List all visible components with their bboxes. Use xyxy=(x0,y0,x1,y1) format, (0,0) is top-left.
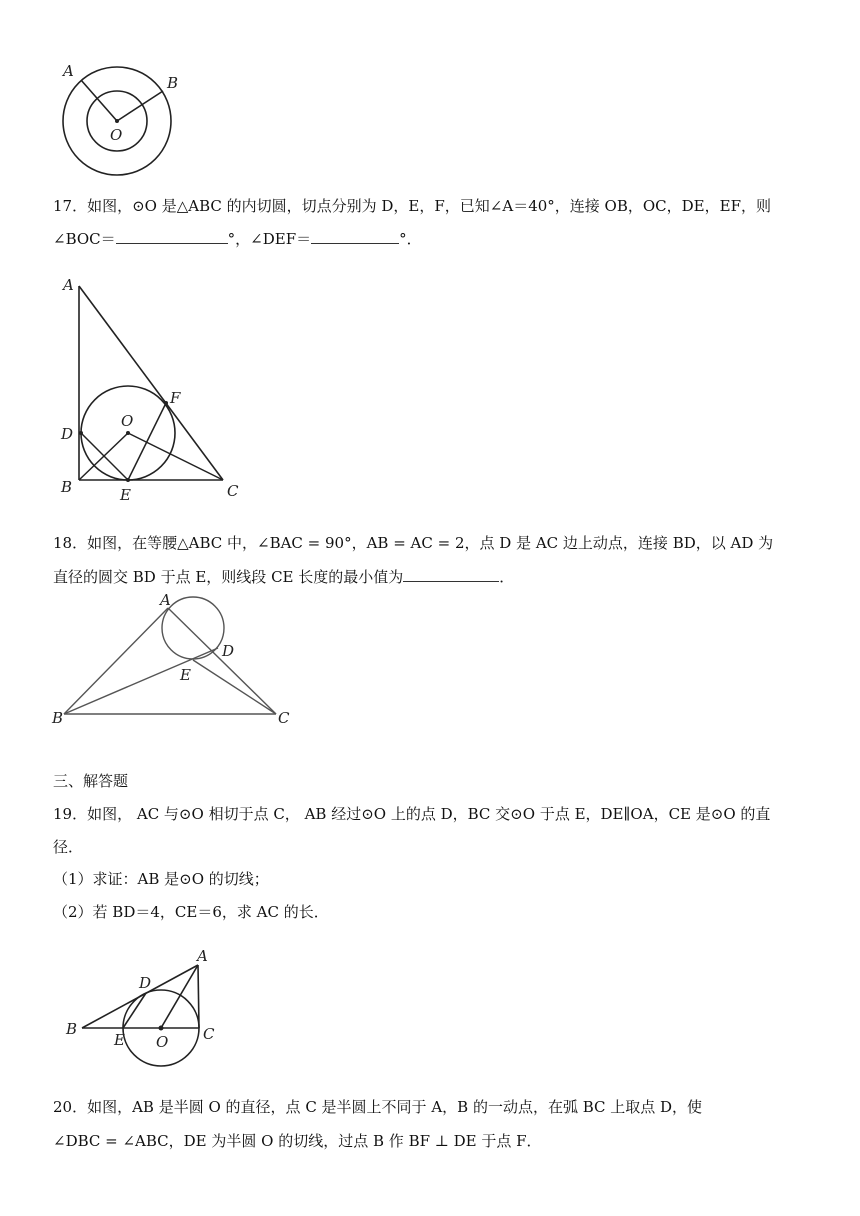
label-O: O xyxy=(110,126,123,144)
label-D: D xyxy=(139,974,152,992)
label-C: C xyxy=(278,709,290,727)
center-point-O xyxy=(115,119,119,123)
q18-end: ． xyxy=(499,568,515,586)
q17-line1: 17．如图，⊙O 是△ABC 的内切圆，切点分别为 D，E，F，已知∠A＝40°，连接 OB，OC，DE，EF，则 xyxy=(53,197,771,215)
label-B: B xyxy=(66,1020,78,1038)
circle-diameter-AD xyxy=(162,597,224,659)
point-E xyxy=(126,478,130,482)
point-D xyxy=(79,431,83,435)
label-E: E xyxy=(120,486,131,504)
segment-CE xyxy=(193,660,276,714)
q17-angle-boc: ∠BOC＝ xyxy=(53,230,116,248)
answer-blank-boc[interactable] xyxy=(116,229,228,244)
point-O xyxy=(126,431,130,435)
label-E: E xyxy=(180,666,191,684)
label-B: B xyxy=(52,709,64,727)
label-D: D xyxy=(61,425,74,443)
label-B: B xyxy=(167,74,179,92)
side-AB xyxy=(64,608,168,714)
q19-line1: 19．如图， AC 与⊙O 相切于点 C， AB 经过⊙O 上的点 D，BC 交⊙O 于点 E，DE∥OA，CE 是⊙O 的直 xyxy=(53,805,771,823)
side-AC xyxy=(79,286,223,480)
segment-OB xyxy=(117,91,163,121)
segment-EF xyxy=(128,403,166,480)
segment-BD xyxy=(64,648,218,714)
label-D: D xyxy=(222,642,235,660)
label-A: A xyxy=(63,276,74,294)
figure-incircle-triangle xyxy=(55,270,255,505)
q20-line1: 20．如图，AB 是半圆 O 的直径，点 C 是半圆上不同于 A，B 的一动点，在弧 BC 上取点 D，使 xyxy=(53,1098,703,1116)
q19-line2: 径． xyxy=(53,838,84,856)
label-B: B xyxy=(61,478,73,496)
answer-blank-def[interactable] xyxy=(311,229,399,244)
segment-OC xyxy=(128,433,223,480)
q18-line1: 18．如图，在等腰△ABC 中，∠BAC = 90°，AB = AC = 2，点 D 是 AC 边上动点，连接 BD，以 AD 为 xyxy=(53,534,774,552)
label-A: A xyxy=(63,62,74,80)
answer-blank-ce[interactable] xyxy=(403,567,499,582)
label-E: E xyxy=(114,1031,125,1049)
q18-line2 xyxy=(53,566,514,588)
point-F xyxy=(164,401,168,405)
q17-angle-def: °，∠DEF＝ xyxy=(227,230,312,248)
side-AC xyxy=(168,608,276,714)
segment-OA xyxy=(81,80,117,121)
figure-concentric-circles xyxy=(55,60,185,180)
section-title: 三、解答题 xyxy=(53,772,129,790)
label-A: A xyxy=(197,947,208,965)
segment-AC xyxy=(198,965,199,1028)
q18-question: 直径的圆交 BD 于点 E，则线段 CE 长度的最小值为 xyxy=(53,568,404,586)
q17-end: °． xyxy=(399,230,422,248)
label-C: C xyxy=(203,1025,215,1043)
q20-line2: ∠DBC = ∠ABC，DE 为半圆 O 的切线，过点 B 作 BF ⊥ DE 于点 F． xyxy=(53,1132,542,1150)
point-O xyxy=(159,1026,164,1031)
label-O: O xyxy=(121,412,134,430)
label-C: C xyxy=(227,482,239,500)
q19-part2: （2）若 BD＝4，CE＝6，求 AC 的长． xyxy=(53,903,329,921)
figure-tangent-circle xyxy=(60,945,230,1055)
q17-line2 xyxy=(53,228,422,250)
q19-part1: （1）求证：AB 是⊙O 的切线； xyxy=(53,870,269,888)
label-A: A xyxy=(160,591,171,609)
figure-isosceles-circle xyxy=(50,590,300,730)
label-O: O xyxy=(156,1033,169,1051)
label-F: F xyxy=(170,389,181,407)
